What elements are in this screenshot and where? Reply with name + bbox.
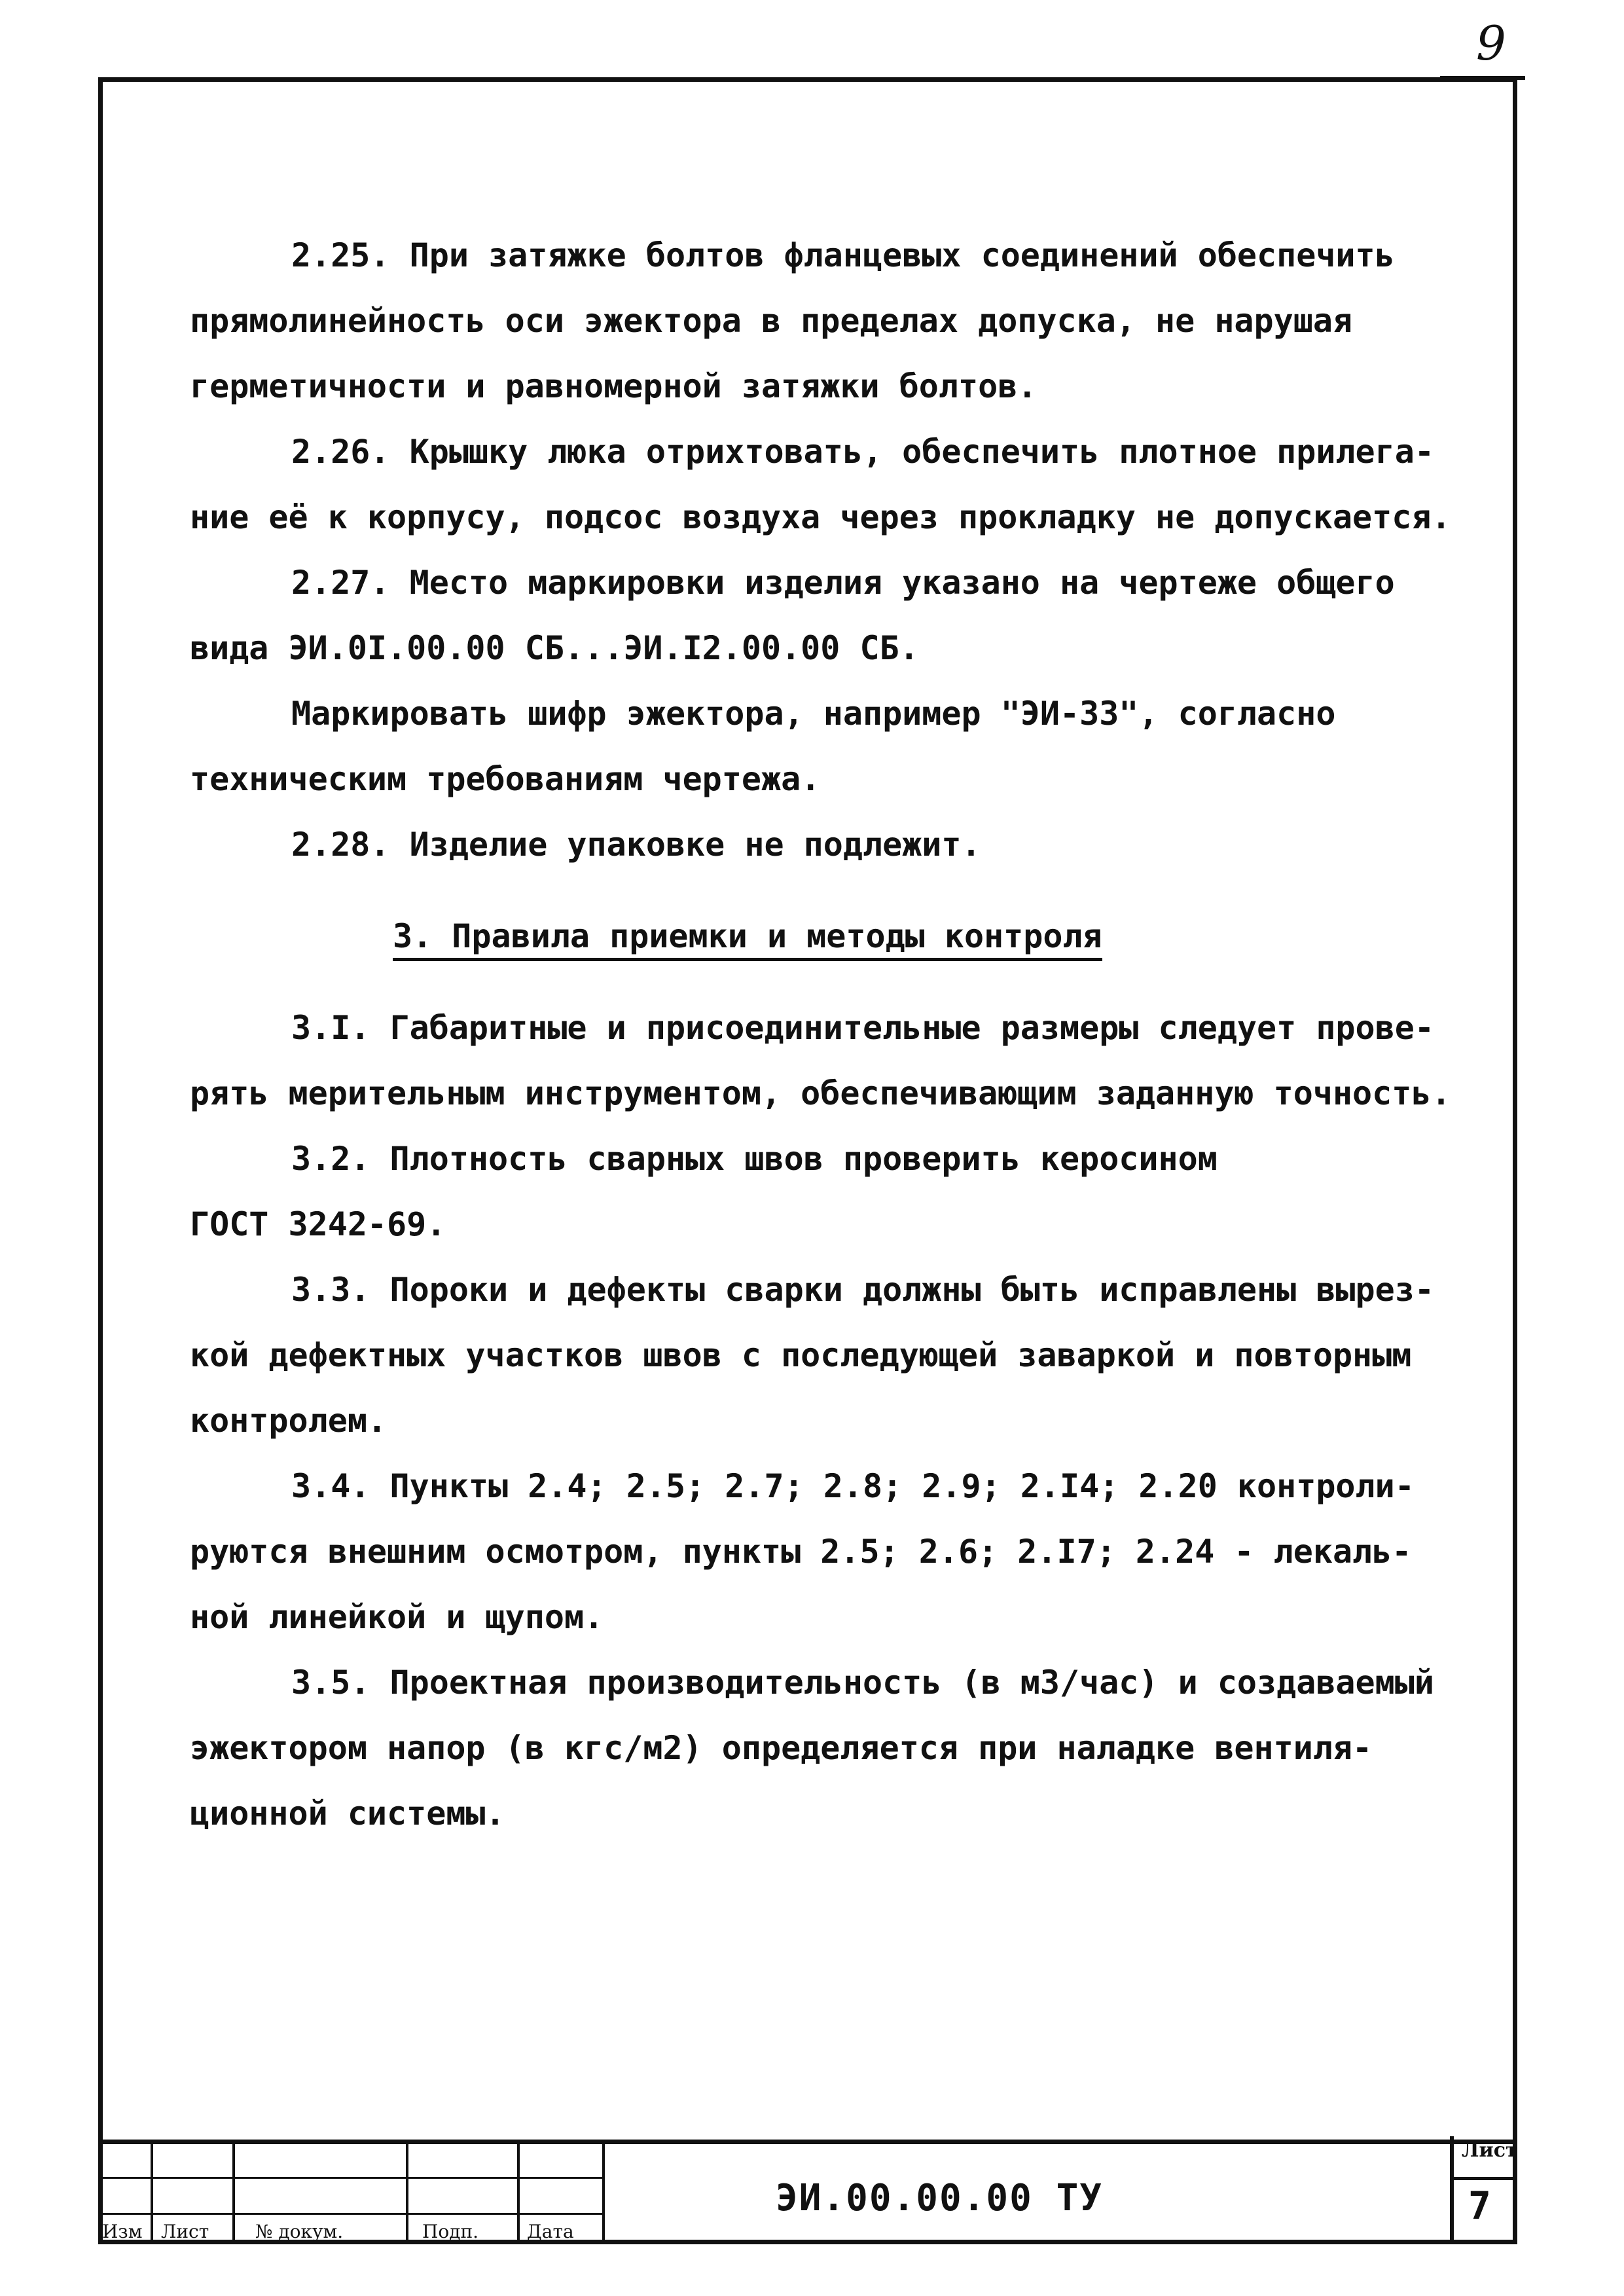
clause-3-1 — [190, 995, 1492, 1126]
sheet-number: 7 — [1468, 2183, 1491, 2228]
clause-line: контролем. — [190, 1402, 388, 1440]
stamp-label-signature: Подп. — [422, 2221, 479, 2242]
clause-line: ной линейкой и щупом. — [190, 1598, 604, 1636]
clause-line: 3.2. Плотность сварных швов проверить керосином — [291, 1140, 1218, 1178]
clause-3-5 — [190, 1650, 1492, 1846]
clause-line: руются внешним осмотром, пункты 2.5; 2.6; 2.I7; 2.24 - лекаль- — [190, 1533, 1412, 1571]
clause-line: ГОСТ 3242-69. — [190, 1205, 446, 1243]
clause-line: кой дефектных участков швов с последующей заваркой и повторным — [190, 1336, 1412, 1374]
clause-line: 3.4. Пункты 2.4; 2.5; 2.7; 2.8; 2.9; 2.I4; 2.20 контроли- — [291, 1467, 1415, 1505]
document-designation: ЭИ.00.00.00 ТУ — [776, 2177, 1104, 2219]
grid-line — [98, 2177, 602, 2179]
document-body — [190, 223, 1492, 1846]
sheet-label: Лист — [1462, 2139, 1518, 2162]
page-number: 9 — [1476, 16, 1506, 71]
grid-line — [517, 2144, 520, 2244]
clause-line: ние её к корпусу, подсос воздуха через прокладку не допускается. — [190, 498, 1451, 536]
clause-line: 2.25. При затяжке болтов фланцевых соединений обеспечить — [291, 236, 1395, 274]
clause-2-26 — [190, 419, 1492, 550]
title-block — [98, 2140, 1517, 2244]
clause-3-2 — [190, 1126, 1492, 1257]
stamp-label-doc-number: № докум. — [255, 2221, 344, 2242]
clause-line: Маркировать шифр эжектора, например "ЭИ-33", согласно — [291, 695, 1336, 733]
grid-line — [602, 2144, 605, 2244]
grid-line — [98, 2213, 602, 2215]
clause-line: 2.28. Изделие упаковке не подлежит. — [291, 826, 981, 864]
clause-line: 2.26. Крышку люка отрихтовать, обеспечить плотное прилега- — [291, 433, 1434, 471]
section-title-text: 3. Правила приемки и методы контроля — [393, 917, 1102, 961]
clause-marking — [190, 681, 1492, 812]
clause-line: 3.I. Габаритные и присоединительные размеры следует прове- — [291, 1009, 1434, 1047]
clause-3-4 — [190, 1453, 1492, 1650]
sheet-box — [1450, 2136, 1517, 2244]
clause-line: герметичности и равномерной затяжки болтов. — [190, 367, 1038, 405]
clause-line: техническим требованиям чертежа. — [190, 760, 821, 798]
section-title — [190, 903, 1492, 969]
sheet-divider — [1454, 2177, 1517, 2180]
clause-3-3 — [190, 1257, 1492, 1453]
clause-line: рять мерительным инструментом, обеспечивающим заданную точность. — [190, 1074, 1451, 1112]
clause-line: 2.27. Место маркировки изделия указано на чертеже общего — [291, 564, 1395, 602]
clause-2-25 — [190, 223, 1492, 419]
grid-line — [406, 2144, 408, 2244]
clause-line: 3.5. Проектная производительность (в м3/час) и создаваемый — [291, 1664, 1434, 1702]
grid-line — [151, 2144, 153, 2244]
clause-line: 3.3. Пороки и дефекты сварки должны быть исправлены вырез- — [291, 1271, 1434, 1309]
stamp-label-sheet: Лист — [161, 2221, 209, 2242]
clause-2-27 — [190, 550, 1492, 681]
revision-grid — [98, 2144, 602, 2244]
clause-line: прямолинейность оси эжектора в пределах допуска, не нарушая — [190, 302, 1353, 340]
clause-line: вида ЭИ.0I.00.00 СБ...ЭИ.I2.00.00 СБ. — [190, 629, 919, 667]
grid-line — [232, 2144, 235, 2244]
clause-line: эжектором напор (в кгс/м2) определяется при наладке вентиля- — [190, 1729, 1373, 1767]
stamp-label-date: Дата — [527, 2221, 574, 2242]
clause-line: ционной системы. — [190, 1795, 505, 1832]
clause-2-28 — [190, 812, 1492, 877]
stamp-label-change: Изм — [102, 2221, 143, 2242]
